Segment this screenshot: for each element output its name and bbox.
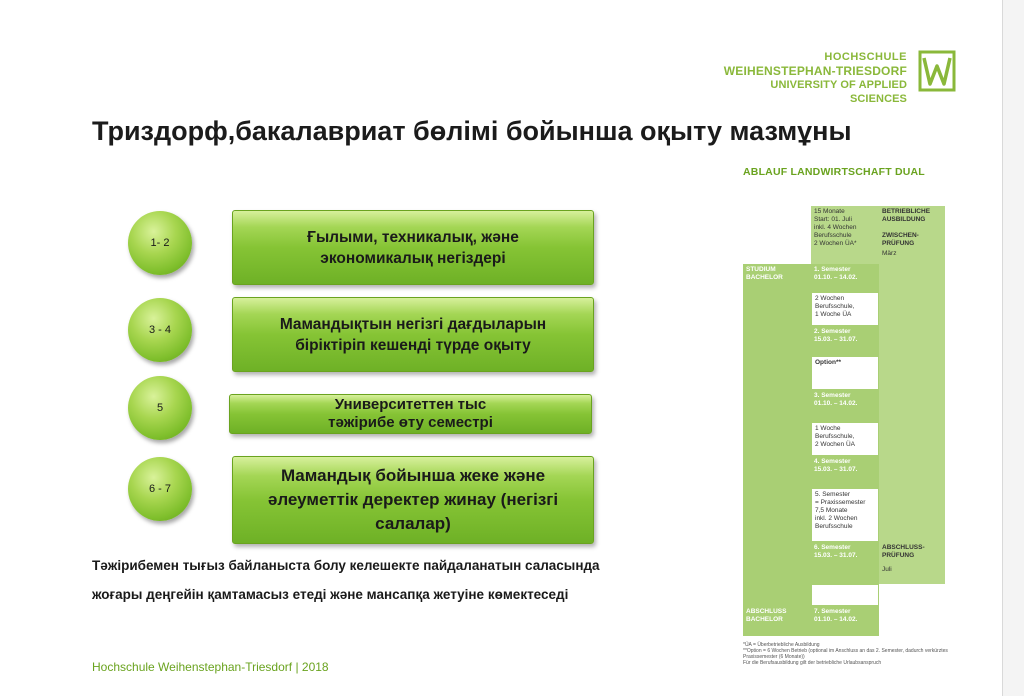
semester-2: 2. Semester 15.03. – 31.07. [811, 326, 879, 356]
stage-text-3: Университеттен тыс тәжірибе өту семестрі [328, 396, 493, 431]
betrieb-label: BETRIEBLICHE AUSBILDUNG [879, 206, 945, 230]
logo-w-icon [918, 50, 956, 92]
semester-circle-1: 1- 2 [128, 211, 192, 275]
page-title: Триздорф,бакалавриат бөлімі бойынша оқыту мазмұны [92, 116, 852, 146]
logo-line-3: UNIVERSITY OF APPLIED SCIENCES [770, 79, 907, 105]
zwischen-label: ZWISCHEN- PRÜFUNG [879, 230, 945, 248]
betrieb-column [879, 264, 945, 584]
note-line-2: жоғары деңгейін қамтамасыз етеді және мансапқа жетуіне көмектеседі [92, 587, 569, 602]
studium-label: STUDIUM BACHELOR [743, 264, 811, 294]
stage-box-2 [232, 297, 594, 372]
semester-3: 3. Semester 01.10. – 14.02. [811, 390, 879, 422]
note-line-1: Тәжірибемен тығыз байланыста болу келешекте пайдаланатын саласында [92, 558, 600, 573]
gap-2: 1 Woche Berufsschule, 2 Wochen ÜA [811, 422, 879, 456]
right-edge-strip [1002, 0, 1024, 696]
diagram-footnote: *ÜA = Überbetriebliche Ausbildung **Option = 6 Wochen Betrieb (optional im Anschluss an das 2. Semester, dadurch verkürztes Praxissemester (6 Monate)) Für die Berufsausbildung gilt der betriebliche Urlaubsanspruch [743, 642, 948, 666]
stage-text-1: Ғылыми, техникалық, және экономикалық негіздері [307, 228, 519, 267]
semester-4: 4. Semester 15.03. – 31.07. [811, 456, 879, 488]
stage-box-4 [232, 456, 594, 544]
gap-1: 2 Wochen Berufsschule, 1 Woche ÜA [811, 292, 879, 326]
diagram-title: ABLAUF LANDWIRTSCHAFT DUAL [743, 166, 925, 178]
studium-column [743, 294, 811, 606]
stage-text-4: Мамандық бойынша жеке және әлеуметтік деректер жинау (негізгі салалар) [267, 466, 559, 533]
zwischen-date: März [879, 248, 945, 264]
semester-6: 6. Semester 15.03. – 31.07. [811, 542, 879, 584]
university-logo [712, 50, 957, 105]
logo-line-1: HOCHSCHULE [824, 51, 907, 63]
semester-5: 5. Semester = Praxissemester 7,5 Monate inkl. 2 Wochen Berufsschule [811, 488, 879, 542]
abschluss-pruefung: ABSCHLUSS- PRÜFUNG [879, 542, 945, 564]
semester-circle-3: 5 [128, 376, 192, 440]
gap-3 [811, 584, 879, 606]
semester-1: 1. Semester 01.10. – 14.02. [811, 264, 879, 292]
stage-text-2: Мамандықтын негізгі дағдыларын біріктіріп кешенді түрде оқыту [279, 315, 547, 354]
start-block: 15 Monate Start: 01. Juli inkl. 4 Wochen Berufsschule 2 Wochen ÜA* [811, 206, 879, 264]
abschluss-label: ABSCHLUSS BACHELOR [743, 606, 811, 636]
semester-circle-2: 3 - 4 [128, 298, 192, 362]
option-cell: Option** [811, 356, 879, 390]
stage-box-1 [232, 210, 594, 285]
study-flow-diagram [738, 158, 978, 678]
footer-text: Hochschule Weihenstephan-Triesdorf | 2018 [92, 660, 329, 674]
logo-line-2: WEIHENSTEPHAN-TRIESDORF [723, 64, 907, 78]
semester-circle-4: 6 - 7 [128, 457, 192, 521]
abschluss-date: Juli [879, 564, 945, 584]
semester-7: 7. Semester 01.10. – 14.02. [811, 606, 879, 636]
logo-text [712, 50, 907, 106]
stage-box-3 [229, 394, 592, 434]
